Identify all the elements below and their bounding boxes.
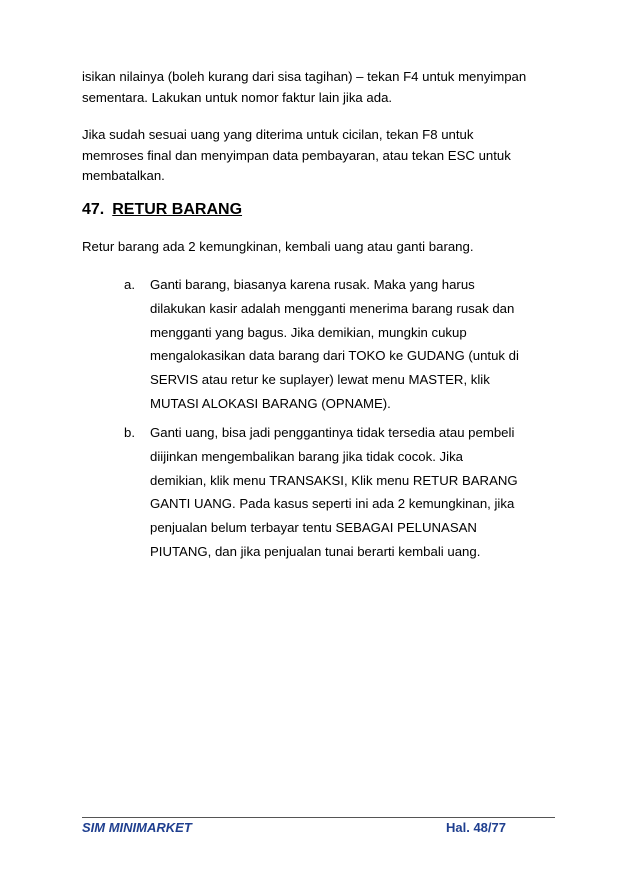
footer-divider [82, 817, 555, 818]
paragraph-confirm [82, 125, 562, 187]
paragraph-text: Jika sudah sesuai uang yang diterima untuk cicilan, tekan F8 untuk memroses final dan menyimpan data pembayaran, atau tekan ESC untuk membatalkan. [82, 127, 511, 183]
section-title: RETUR BARANG [112, 201, 243, 218]
section-intro [82, 237, 562, 258]
list-marker: a. [124, 277, 135, 292]
list-item-text: Ganti uang, bisa jadi penggantinya tidak tersedia atau pembeli diijinkan mengembalikan barang jika tidak cocok. Jika demikian, klik menu TRANSAKSI, Klik menu RETUR BARANG GANTI UANG. Pada kasus seperti ini ada 2 kemungkinan, jika penjualan belum terbayar tentu SEBAGAI PELUNASAN PIUTANG, dan jika penjualan tunai berarti kembali uang. [150, 425, 518, 559]
list-marker: b. [124, 425, 135, 440]
section-heading [82, 199, 242, 221]
intro-text: Retur barang ada 2 kemungkinan, kembali uang atau ganti barang. [82, 239, 474, 254]
page-number: Hal. 48/77 [446, 820, 506, 835]
section-number: 47. [82, 201, 105, 218]
paragraph-text: isikan nilainya (boleh kurang dari sisa tagihan) – tekan F4 untuk menyimpan sementara. Lakukan untuk nomor faktur lain jika ada. [82, 69, 527, 105]
paragraph-continuation [82, 67, 562, 108]
list-item-text: Ganti barang, biasanya karena rusak. Maka yang harus dilakukan kasir adalah mengganti menerima barang rusak dan mengganti yang bagus. Jika demikian, mungkin cukup mengalokasikan data barang dari TOKO ke GUDANG (untuk di SERVIS atau retur ke suplayer) lewat menu MASTER, klik MUTASI ALOKASI BARANG (OPNAME). [150, 277, 519, 411]
footer-title: SIM MINIMARKET [82, 820, 192, 835]
